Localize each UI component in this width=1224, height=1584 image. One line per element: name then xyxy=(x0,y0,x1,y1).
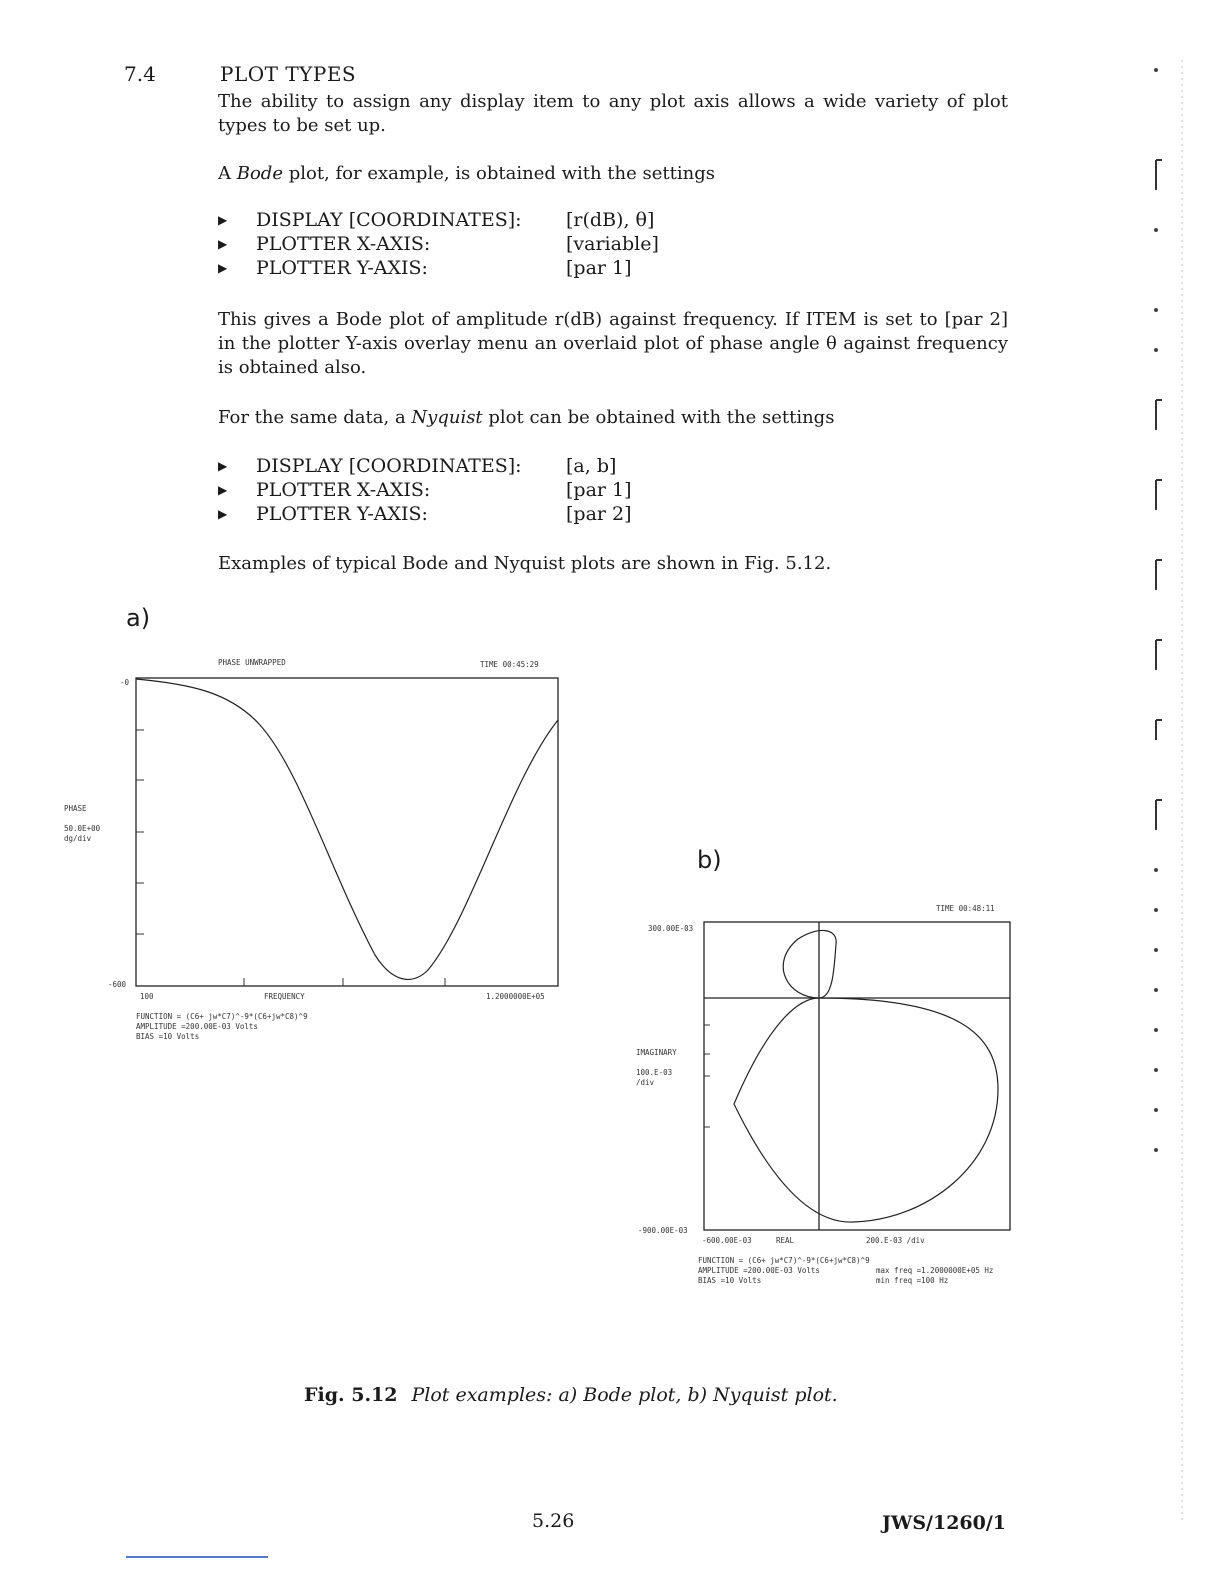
setting-key: PLOTTER X-AXIS: xyxy=(256,479,431,501)
examples-text: Examples of typical Bode and Nyquist plots are shown in Fig. 5.12. xyxy=(218,553,832,574)
plot-a-foot-3: BIAS =10 Volts xyxy=(136,1032,200,1041)
bullet-icon: ▶ xyxy=(218,261,228,275)
setting-value: [par 1] xyxy=(566,257,632,279)
plot-b-foot-3: BIAS =10 Volts xyxy=(698,1276,762,1285)
plot-a-y-bottom: -600 xyxy=(108,980,127,989)
binding-marks xyxy=(1140,40,1220,1540)
plot-b-y-ticks xyxy=(704,1025,710,1127)
bullet-icon: ▶ xyxy=(218,237,228,251)
plot-a-y-label-1: PHASE xyxy=(64,804,87,813)
plot-b-x-right: 200.E-03 /div xyxy=(866,1236,925,1245)
plot-a-header-left: PHASE UNWRAPPED xyxy=(218,658,286,667)
plot-a-graph xyxy=(130,670,570,1000)
plot-b-foot-max-freq: max freq =1.2000000E+05 Hz xyxy=(876,1266,994,1275)
plot-a-foot-1: FUNCTION = (C6+ jw*C7)^-9*(C6+jw*C8)^9 xyxy=(136,1012,308,1021)
page-number: 5.26 xyxy=(532,1510,575,1532)
setting-value: [r(dB), θ] xyxy=(566,209,655,231)
plot-a-y-label-3: dg/div xyxy=(64,834,92,843)
figure-label-a: a) xyxy=(126,604,151,632)
plot-a-phase-curve xyxy=(136,679,558,979)
caption-number: Fig. 5.12 xyxy=(304,1384,398,1406)
plot-a-foot-2: AMPLITUDE =200.00E-03 Volts xyxy=(136,1022,258,1031)
caption-text: Plot examples: a) Bode plot, b) Nyquist plot. xyxy=(411,1384,838,1406)
plot-b-nyquist-curve xyxy=(734,930,998,1222)
plot-a-x-ticks xyxy=(244,978,445,986)
plot-b-foot-2: AMPLITUDE =200.00E-03 Volts xyxy=(698,1266,820,1275)
section-number: 7.4 xyxy=(124,62,156,86)
bullet-icon: ▶ xyxy=(218,459,228,473)
setting-key: DISPLAY [COORDINATES]: xyxy=(256,455,522,477)
setting-value: [par 2] xyxy=(566,503,632,525)
setting-value: [par 1] xyxy=(566,479,632,501)
plot-a-x-left: 100 xyxy=(140,992,154,1001)
plot-a-header-right: TIME 00:45:29 xyxy=(480,660,539,669)
plot-b-frame xyxy=(704,922,1010,1230)
plot-b-y-label-3: /div xyxy=(636,1078,655,1087)
intro-paragraph: The ability to assign any display item to any plot axis allows a wide variety of plot types to be set up. xyxy=(218,91,1008,136)
setting-key: PLOTTER Y-AXIS: xyxy=(256,257,428,279)
plot-b-y-top: 300.00E-03 xyxy=(648,924,694,933)
figure-caption xyxy=(304,1384,838,1406)
document-reference: JWS/1260/1 xyxy=(882,1512,1007,1534)
setting-key: PLOTTER X-AXIS: xyxy=(256,233,431,255)
plot-b-x-left: -600.00E-03 xyxy=(702,1236,752,1245)
bottom-divider xyxy=(126,1556,268,1558)
setting-key: PLOTTER Y-AXIS: xyxy=(256,503,428,525)
plot-a-y-top: -0 xyxy=(120,678,130,687)
setting-value: [a, b] xyxy=(566,455,617,477)
plot-b-y-bottom: -900.00E-03 xyxy=(638,1226,688,1235)
bullet-icon: ▶ xyxy=(218,483,228,497)
bode-intro: A Bode plot, for example, is obtained with the settings xyxy=(218,163,715,184)
plot-b-y-label-2: 100.E-03 xyxy=(636,1068,673,1077)
plot-b-foot-1: FUNCTION = (C6+ jw*C7)^-9*(C6+jw*C8)^9 xyxy=(698,1256,870,1265)
plot-a-frame xyxy=(136,678,558,986)
plot-b-x-mid: REAL xyxy=(776,1236,795,1245)
plot-a-y-ticks xyxy=(136,730,144,934)
plot-a-x-right: 1.2000000E+05 xyxy=(486,992,545,1001)
bullet-icon: ▶ xyxy=(218,213,228,227)
figure-label-b: b) xyxy=(697,846,722,874)
plot-b-header-right: TIME 00:48:11 xyxy=(936,904,995,913)
setting-key: DISPLAY [COORDINATES]: xyxy=(256,209,522,231)
plot-b-y-label-1: IMAGINARY xyxy=(636,1048,677,1057)
bode-explanation: This gives a Bode plot of amplitude r(dB) against frequency. If ITEM is set to [par 2] in the plotter Y-axis overlay menu an overlaid plot of phase angle θ against frequency is obtained also. xyxy=(218,309,1008,378)
plot-b-graph xyxy=(698,914,1018,1238)
bullet-icon: ▶ xyxy=(218,507,228,521)
plot-a-y-label-2: 50.0E+00 xyxy=(64,824,101,833)
nyquist-intro: For the same data, a Nyquist plot can be obtained with the settings xyxy=(218,407,835,428)
plot-b-foot-min-freq: min freq =100 Hz xyxy=(876,1276,949,1285)
section-title: PLOT TYPES xyxy=(220,62,357,86)
setting-value: [variable] xyxy=(566,233,659,255)
plot-a-x-mid: FREQUENCY xyxy=(264,992,305,1001)
